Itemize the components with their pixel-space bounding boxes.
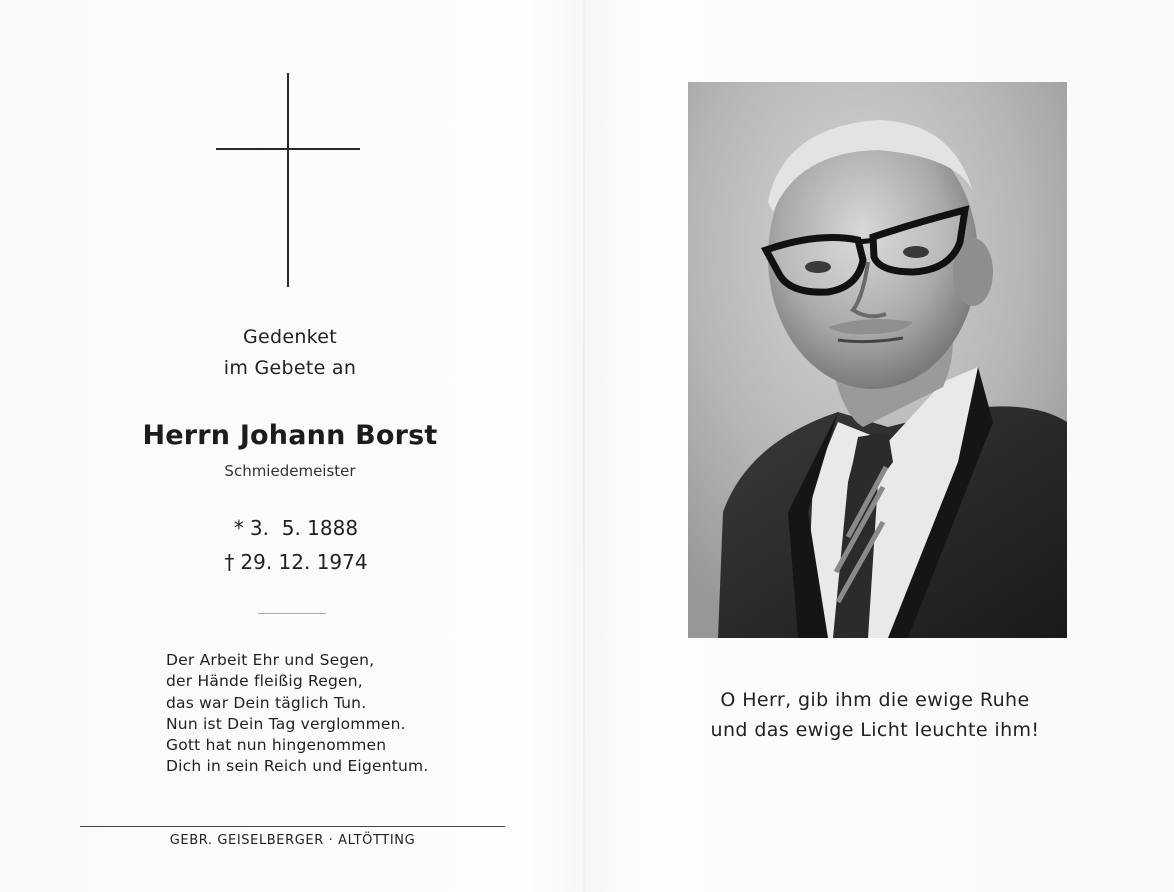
birth-date: 3. 5. 1888 [249,516,359,540]
prayer-line: O Herr, gib ihm die ewige Ruhe [720,689,1030,711]
footer-rule [80,826,505,827]
intro-line: Gedenket [242,326,338,348]
profession: Schmiedemeister [224,462,356,480]
deceased-name: Herrn Johann Borst [142,420,438,451]
divider [258,613,326,614]
life-dates [90,511,490,579]
poem [166,650,428,778]
poem-line: das war Dein täglich Tun. [166,693,367,712]
cross-icon-vertical [287,73,289,287]
portrait-photo [688,82,1067,638]
poem-line: Der Arbeit Ehr und Segen, [166,651,375,669]
card-fold [583,0,585,892]
cross-icon-horizontal [216,148,360,150]
poem-line: Dich in sein Reich und Eigentum. [166,757,429,776]
prayer-text [680,685,1070,745]
intro-text [90,322,490,384]
death-date: 29. 12. 1974 [240,550,368,574]
printer-imprint: GEBR. GEISELBERGER · ALTÖTTING [169,833,416,848]
prayer-line: und das ewige Licht leuchte ihm! [710,719,1040,741]
death-date-line [90,545,490,579]
poem-line: Nun ist Dein Tag verglommen. [166,714,406,733]
poem-line: der Hände fleißig Regen, [166,672,363,691]
poem-line: Gott hat nun hingenommen [166,736,387,755]
birth-date-line [90,511,490,545]
birth-star-icon: * [233,516,244,540]
intro-line: im Gebete an [223,357,357,379]
portrait-illustration [688,82,1067,638]
death-cross-icon: † [224,550,235,574]
